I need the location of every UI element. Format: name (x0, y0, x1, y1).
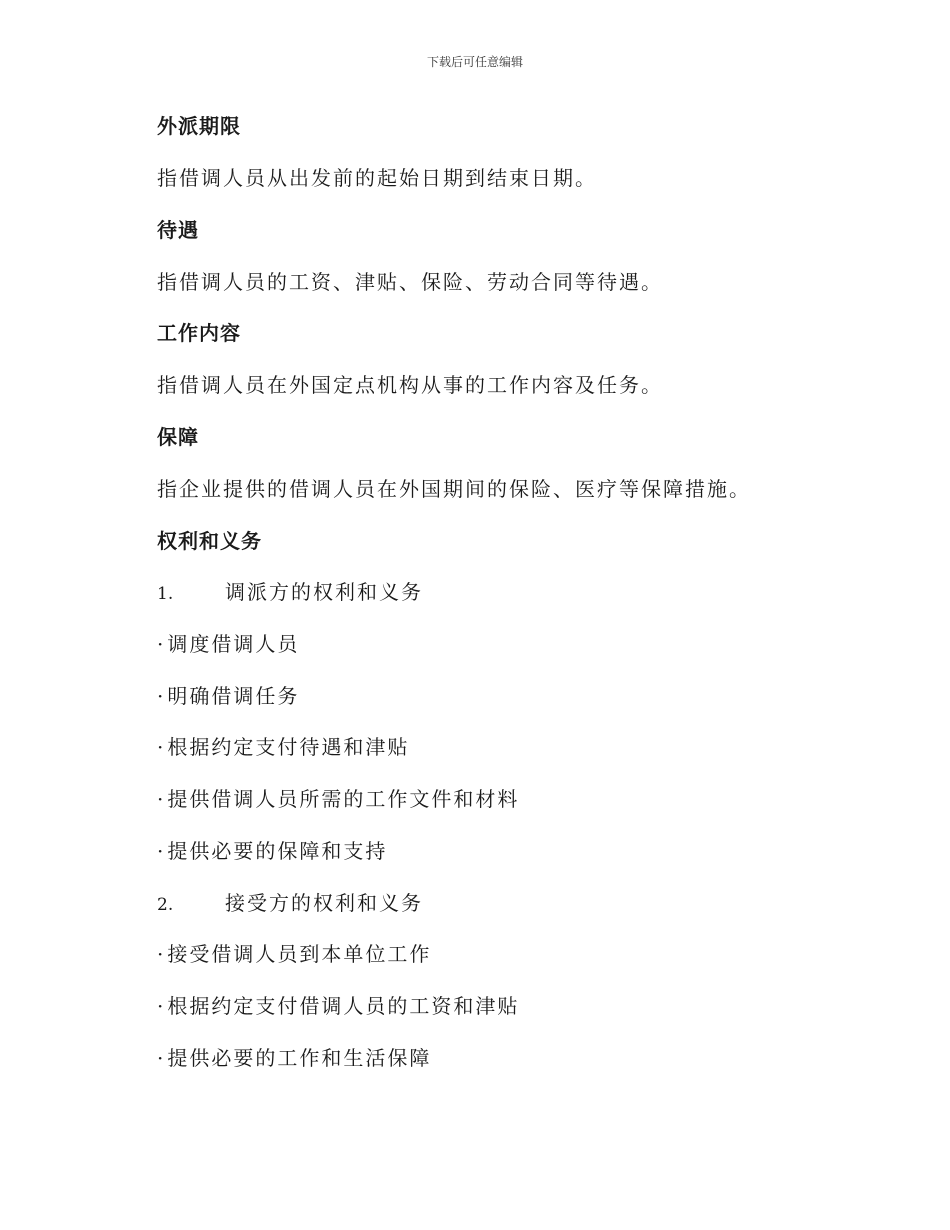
bullet-icon: · (157, 994, 164, 1018)
list-number: 2. (157, 895, 174, 915)
list-item-text: 根据约定支付借调人员的工资和津贴 (167, 994, 520, 1018)
heading-work: 工作内容 (157, 321, 241, 345)
bullet-icon: · (157, 684, 164, 708)
list-number: 1. (157, 584, 174, 604)
list-item (157, 632, 299, 656)
heading-rights: 权利和义务 (157, 529, 262, 553)
numbered-item-receiver (157, 891, 423, 917)
list-item-text: 调度借调人员 (167, 632, 300, 656)
bullet-icon: · (157, 735, 164, 759)
paragraph-work: 指借调人员在外国定点机构从事的工作内容及任务。 (157, 373, 663, 397)
heading-benefits: 待遇 (157, 218, 199, 242)
list-item (157, 839, 387, 863)
paragraph-term: 指借调人员从出发前的起始日期到结束日期。 (157, 166, 597, 190)
list-item-text: 明确借调任务 (167, 684, 300, 708)
list-title: 调派方的权利和义务 (225, 580, 423, 604)
list-title: 接受方的权利和义务 (225, 891, 423, 915)
bullet-icon: · (157, 942, 164, 966)
heading-security: 保障 (157, 425, 199, 449)
heading-term: 外派期限 (157, 114, 241, 138)
list-item-text: 提供必要的工作和生活保障 (167, 1046, 432, 1070)
bullet-icon: · (157, 1046, 164, 1070)
list-item-text: 接受借调人员到本单位工作 (167, 942, 432, 966)
list-item-text: 提供必要的保障和支持 (167, 839, 388, 863)
list-item (157, 942, 431, 966)
list-item (157, 735, 409, 759)
list-item (157, 1046, 431, 1070)
page-header-note: 下载后可任意编辑 (426, 55, 523, 69)
bullet-icon: · (157, 787, 164, 811)
list-item-text: 根据约定支付待遇和津贴 (167, 735, 410, 759)
list-item (157, 994, 519, 1018)
list-item-text: 提供借调人员所需的工作文件和材料 (167, 787, 520, 811)
list-item (157, 787, 519, 811)
bullet-icon: · (157, 632, 164, 656)
bullet-icon: · (157, 839, 164, 863)
paragraph-security: 指企业提供的借调人员在外国期间的保险、医疗等保障措施。 (157, 477, 751, 501)
paragraph-benefits: 指借调人员的工资、津贴、保险、劳动合同等待遇。 (157, 270, 663, 294)
list-item (157, 684, 299, 708)
numbered-item-dispatcher (157, 580, 423, 606)
